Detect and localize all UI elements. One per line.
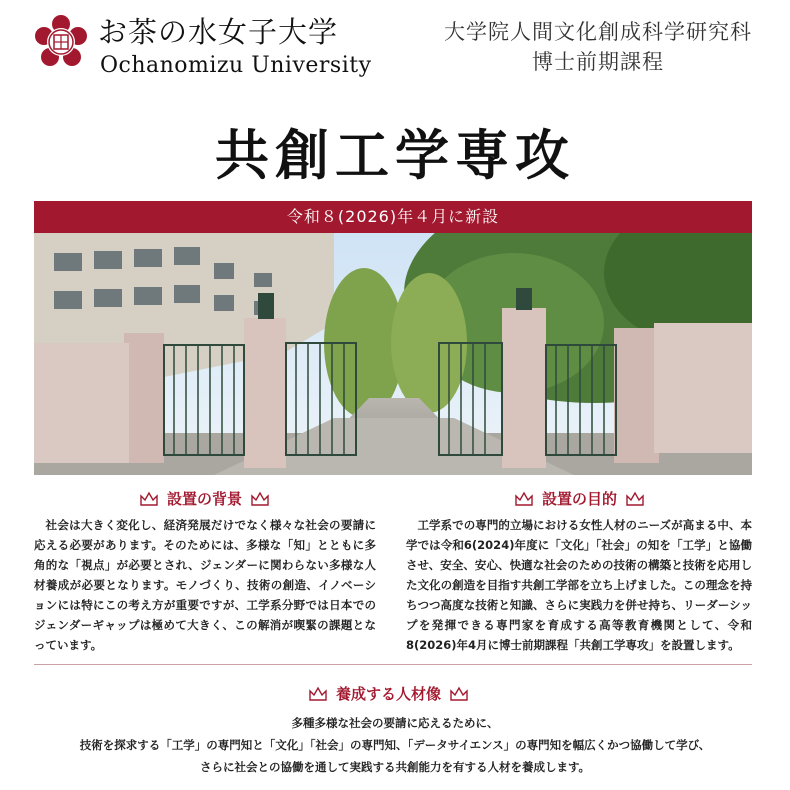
section-divider bbox=[34, 664, 752, 665]
university-name-jp: お茶の水女子大学 bbox=[98, 15, 339, 49]
crown-icon bbox=[514, 491, 534, 507]
talent-heading-label: 養成する人材像 bbox=[336, 685, 442, 703]
background-heading-label: 設置の背景 bbox=[167, 490, 243, 508]
background-text bbox=[34, 515, 376, 655]
campus-gate-photo bbox=[34, 233, 752, 475]
crown-icon bbox=[139, 491, 159, 507]
crown-icon bbox=[449, 686, 469, 702]
talent-text bbox=[0, 712, 790, 778]
purpose-text bbox=[406, 515, 752, 655]
program-level: 博士前期課程 bbox=[532, 50, 664, 74]
establishment-banner: 令和８(2026)年４月に新設 bbox=[34, 201, 752, 233]
purpose-paragraph: 工学系での専門的立場における女性人材のニーズが高まる中、本学では令和6(2024)年度に「文化」「社会」の知を「工学」と協働させ、安全、安心、快適な社会のための技術の構築と技術を応用した文化の創造を目指す共創工学部を立ち上げました。この理念を持ちつつ高度な技術と知識、さらに実践力を併せ持ち、リーダーシップを発揮できる専門家を育成する高等教育機関として、令和8(2026)年4月に博士前期課程「共創工学専攻」を設置します。 bbox=[406, 518, 752, 652]
university-seal-icon bbox=[33, 14, 89, 70]
talent-heading bbox=[308, 683, 469, 704]
crown-icon bbox=[250, 491, 270, 507]
talent-line: さらに社会との協働を通して実践する共創能力を有する人材を養成します。 bbox=[199, 760, 591, 774]
background-paragraph: 社会は大きく変化し、経済発展だけでなく様々な社会の要請に応える必要があります。そのためには、多様な「知」とともに多角的な「視点」が必要とされ、ジェンダーに関わらない多様な人材養成が必要となります。モノづくり、技術の創造、イノベーションには特にこの考え方が重要ですが、工学系分野では日本でのジェンダーギャップは極めて大きく、この解消が喫緊の課題となっています。 bbox=[34, 518, 376, 652]
university-name-en: Ochanomizu University bbox=[100, 53, 372, 78]
page-title: 共創工学専攻 bbox=[215, 123, 575, 187]
purpose-heading-label: 設置の目的 bbox=[542, 490, 618, 508]
graduate-school-name: 大学院人間文化創成科学研究科 bbox=[444, 20, 752, 44]
background-heading bbox=[139, 488, 270, 509]
crown-icon bbox=[625, 491, 645, 507]
program-label bbox=[444, 17, 752, 77]
talent-line: 技術を探求する「工学」の専門知と「文化」「社会」の専門知、「データサイエンス」の専門知を幅広くかつ協働して学び、 bbox=[79, 738, 711, 752]
talent-line: 多種多様な社会の要請に応えるために、 bbox=[291, 716, 499, 730]
purpose-heading bbox=[514, 488, 645, 509]
header bbox=[0, 0, 790, 100]
campus-gate-illustration bbox=[34, 233, 752, 475]
crown-icon bbox=[308, 686, 328, 702]
